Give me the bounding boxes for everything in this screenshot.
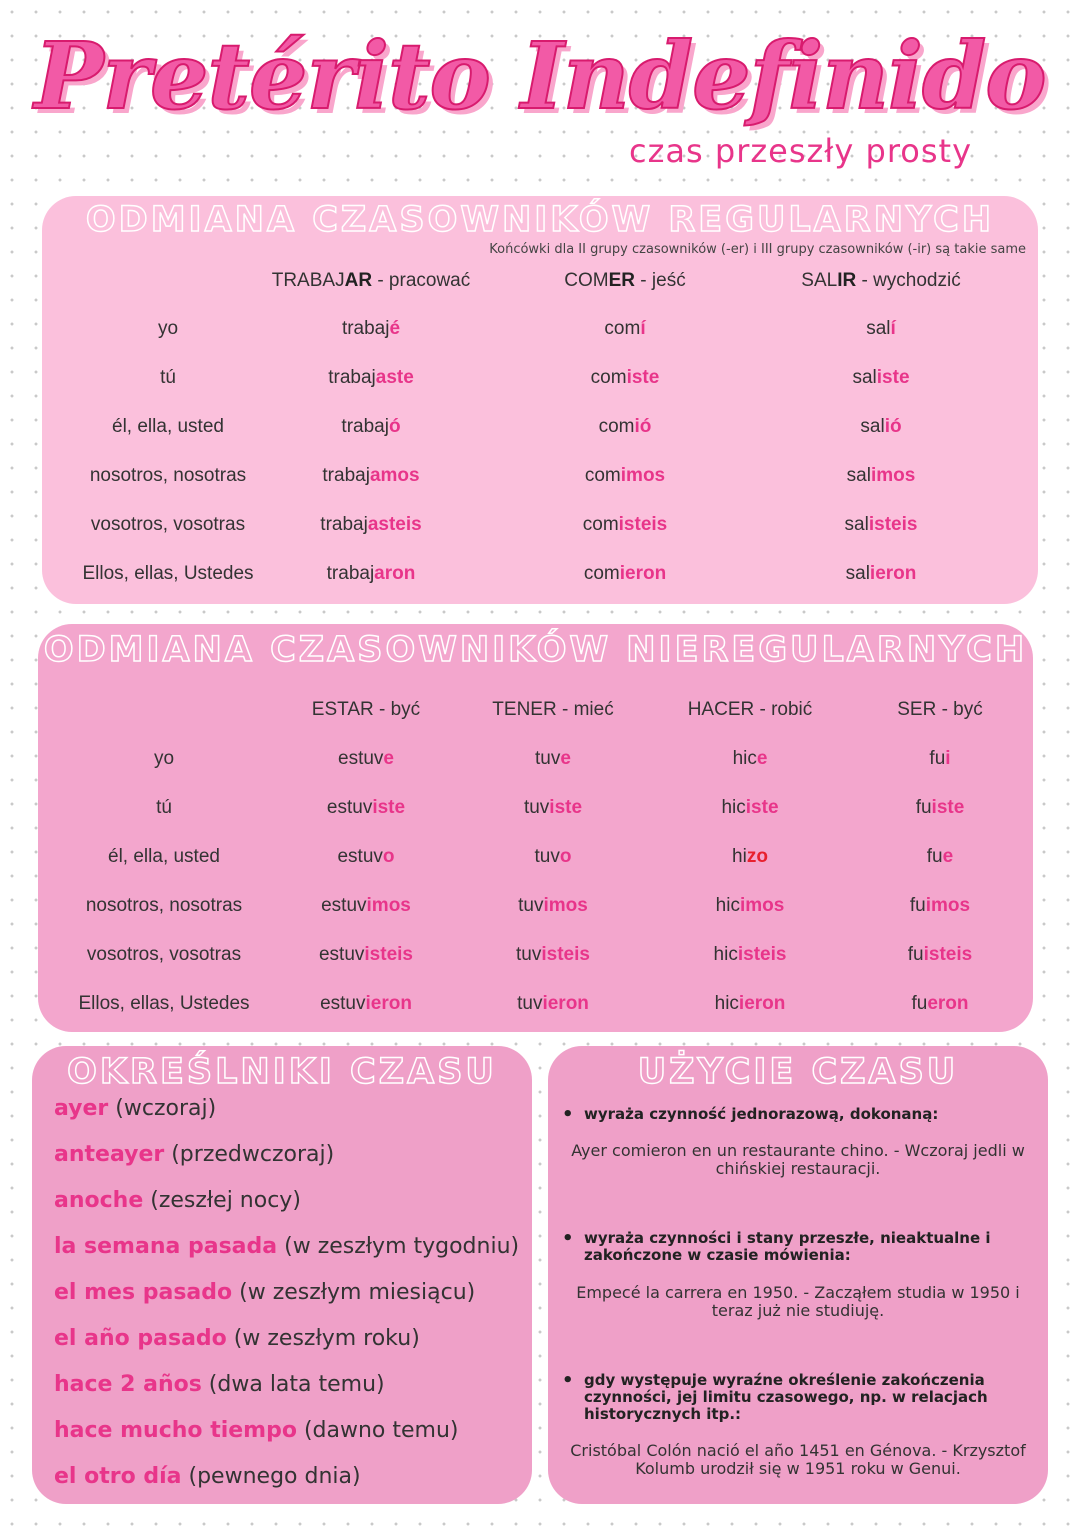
- adverb-translation: (w zeszłym tygodniu): [277, 1234, 520, 1259]
- verb-stem: SAL: [801, 270, 838, 291]
- pronoun-label: nosotros, nosotras: [85, 895, 243, 916]
- form-ending: iste: [931, 797, 965, 818]
- regular-verbs-panel: [42, 196, 1038, 604]
- adverb-spanish: anoche: [54, 1188, 144, 1213]
- conjugated-form: [781, 416, 981, 438]
- form-ending: imos: [543, 895, 588, 916]
- usage-rule: [562, 1230, 1032, 1264]
- irregular-verb-header: HACER - robić: [687, 699, 813, 720]
- form-stem: trabaj: [328, 367, 376, 388]
- form-ending: imos: [870, 465, 916, 486]
- form-ending: í: [890, 318, 896, 339]
- adverb-translation: (w zeszłym roku): [226, 1326, 420, 1351]
- verb-stem: TRABAJ: [271, 270, 345, 291]
- form-ending: ó: [388, 416, 401, 437]
- page-subtitle: czas przeszły prosty: [629, 132, 972, 170]
- conjugated-form: [276, 748, 456, 770]
- conjugated-form: [271, 416, 471, 438]
- pronoun-label: él, ella, usted: [112, 416, 224, 437]
- form-ending: o: [382, 846, 395, 867]
- form-ending: e: [383, 748, 394, 769]
- verb-ending: ER: [608, 270, 636, 291]
- form-ending: imos: [620, 465, 666, 486]
- conjugated-form: [525, 465, 725, 487]
- conjugated-form: [463, 846, 643, 868]
- adverb-translation: (przedwczoraj): [164, 1142, 335, 1167]
- conjugated-form: [525, 514, 725, 536]
- page-title: Pretérito Indefinido: [34, 22, 1046, 130]
- conjugated-form: [781, 367, 981, 389]
- adverb-spanish: el año pasado: [54, 1326, 227, 1351]
- irregular-verb-header: ESTAR - być: [311, 699, 421, 720]
- form-stem: com: [598, 416, 635, 437]
- form-ending: imos: [366, 895, 411, 916]
- adverb-spanish: hace mucho tiempo: [54, 1418, 297, 1443]
- form-stem: fu: [929, 748, 946, 769]
- tense-usage-panel: [548, 1046, 1048, 1504]
- pronoun-label: Ellos, ellas, Ustedes: [82, 563, 254, 584]
- conjugated-form: [271, 563, 471, 585]
- conjugated-form: [463, 748, 643, 770]
- bullet-icon: •: [562, 1370, 574, 1391]
- pronoun-label: vosotros, vosotras: [86, 944, 242, 965]
- conjugated-form: [463, 895, 643, 917]
- conjugated-form: [850, 846, 1030, 868]
- form-stem: sal: [845, 563, 870, 584]
- adverb-spanish: el otro día: [54, 1464, 182, 1489]
- time-adverb-item: [54, 1280, 475, 1305]
- form-stem: trabaj: [341, 416, 389, 437]
- adverb-translation: (zeszłej nocy): [143, 1188, 301, 1213]
- conjugated-form: [781, 318, 981, 340]
- form-stem: tuv: [516, 944, 542, 965]
- conjugated-form: [850, 944, 1030, 966]
- form-ending: aron: [374, 563, 416, 584]
- pronoun-label: nosotros, nosotras: [89, 465, 247, 486]
- verb-stem: COM: [564, 270, 609, 291]
- time-adverb-item: [54, 1326, 420, 1351]
- form-stem: tuv: [523, 797, 550, 818]
- form-stem: com: [590, 367, 627, 388]
- form-stem: com: [583, 563, 620, 584]
- form-stem: hic: [714, 993, 739, 1014]
- conjugated-form: [463, 797, 643, 819]
- form-ending: ieron: [365, 993, 412, 1014]
- conjugated-form: [660, 895, 840, 917]
- regular-heading: ODMIANA CZASOWNIKÓW REGULARNYCH: [85, 200, 995, 240]
- form-stem: trabaj: [322, 465, 370, 486]
- verb-ending: IR: [837, 270, 857, 291]
- time-adverb-item: [54, 1464, 361, 1489]
- conjugated-form: [525, 563, 725, 585]
- usage-rule: [562, 1372, 1032, 1423]
- pronoun-label: tú: [160, 367, 176, 388]
- form-ending: i: [945, 748, 951, 769]
- form-stem: sal: [852, 367, 877, 388]
- form-stem: sal: [846, 465, 871, 486]
- form-ending: isteis: [364, 944, 413, 965]
- conjugated-form: [660, 993, 840, 1015]
- form-stem: hic: [715, 895, 740, 916]
- conjugated-form: [276, 944, 456, 966]
- form-stem: hic: [721, 797, 746, 818]
- form-ending: eron: [927, 993, 969, 1014]
- form-stem: fu: [926, 846, 943, 867]
- irregular-verb-header: SER - być: [897, 699, 983, 720]
- usage-rule-text: wyraża czynność jednorazową, dokonaną:: [584, 1105, 939, 1123]
- form-stem: estuv: [320, 993, 366, 1014]
- form-ending: iste: [626, 367, 660, 388]
- regular-verb-header: [251, 270, 491, 292]
- form-ending: asteis: [367, 514, 422, 535]
- adverbs-heading: OKREŚLNIKI CZASU: [67, 1052, 497, 1092]
- pronoun-label: Ellos, ellas, Ustedes: [78, 993, 250, 1014]
- form-ending: amos: [369, 465, 420, 486]
- form-stem: fu: [909, 895, 926, 916]
- form-ending: isteis: [868, 514, 918, 535]
- conjugated-form: [271, 367, 471, 389]
- form-stem: sal: [844, 514, 869, 535]
- conjugated-form: [850, 748, 1030, 770]
- adverb-translation: (wczoraj): [108, 1096, 217, 1121]
- conjugated-form: [525, 367, 725, 389]
- conjugated-form: [660, 748, 840, 770]
- form-ending: e: [942, 846, 954, 867]
- conjugated-form: [781, 465, 981, 487]
- pronoun-label: tú: [156, 797, 172, 818]
- irregular-heading: ODMIANA CZASOWNIKÓW NIEREGULARNYCH: [43, 630, 1028, 670]
- form-stem: estuv: [337, 846, 383, 867]
- conjugated-form: [271, 318, 471, 340]
- regular-note: Końcówki dla II grupy czasowników (-er) i III grupy czasowników (-ir) są takie same: [489, 242, 1026, 257]
- form-ending: ieron: [869, 563, 917, 584]
- form-stem: tuv: [517, 993, 543, 1014]
- conjugated-form: [660, 846, 840, 868]
- usage-rule-text: gdy występuje wyraźne określenie zakończenia czynności, jej limitu czasowego, np. w relacjach historycznych itp.:: [584, 1371, 988, 1423]
- conjugated-form: [276, 895, 456, 917]
- pronoun-label: yo: [153, 748, 175, 769]
- time-adverb-item: [54, 1188, 301, 1213]
- form-ending: isteis: [737, 944, 787, 965]
- pronoun-label: él, ella, usted: [108, 846, 220, 867]
- time-adverb-item: [54, 1418, 459, 1443]
- form-ending: imos: [925, 895, 971, 916]
- form-ending: í: [640, 318, 646, 339]
- pronoun-label: vosotros, vosotras: [90, 514, 246, 535]
- form-ending: iste: [876, 367, 910, 388]
- form-ending: isteis: [618, 514, 668, 535]
- form-ending: iste: [745, 797, 779, 818]
- form-stem: com: [582, 514, 619, 535]
- form-stem: estuv: [318, 944, 365, 965]
- form-stem: tuv: [535, 748, 561, 769]
- adverb-translation: (pewnego dnia): [181, 1464, 361, 1489]
- form-ending: e: [756, 748, 768, 769]
- conjugated-form: [276, 993, 456, 1015]
- usage-heading: UŻYCIE CZASU: [637, 1052, 959, 1092]
- bullet-icon: •: [562, 1104, 574, 1125]
- conjugated-form: [660, 944, 840, 966]
- pronoun-label: yo: [157, 318, 179, 339]
- verb-translation: - wychodzić: [856, 270, 961, 291]
- form-stem: hic: [713, 944, 738, 965]
- form-ending: e: [560, 748, 571, 769]
- form-ending: imos: [739, 895, 785, 916]
- form-stem: fu: [907, 944, 924, 965]
- verb-ending: AR: [344, 270, 373, 291]
- form-stem: estuv: [326, 797, 373, 818]
- adverb-translation: (w zeszłym miesiącu): [232, 1280, 476, 1305]
- form-stem: fu: [911, 993, 928, 1014]
- form-ending: isteis: [923, 944, 973, 965]
- adverb-spanish: la semana pasada: [54, 1234, 278, 1259]
- form-stem: hi: [732, 846, 747, 867]
- conjugated-form: [850, 993, 1030, 1015]
- form-stem: com: [604, 318, 641, 339]
- time-adverb-item: [54, 1372, 385, 1397]
- usage-rule-text: wyraża czynności i stany przeszłe, nieaktualne i zakończone w czasie mówienia:: [584, 1229, 991, 1264]
- usage-example: Ayer comieron en un restaurante chino. - Wczoraj jedli w chińskiej restauracji.: [571, 1141, 1025, 1178]
- verb-translation: - jeść: [635, 270, 686, 291]
- time-adverb-item: [54, 1142, 334, 1167]
- time-adverb-item: [54, 1096, 216, 1121]
- form-ending: isteis: [541, 944, 590, 965]
- irregular-verbs-panel: [38, 624, 1033, 1032]
- conjugated-form: [781, 563, 981, 585]
- conjugated-form: [276, 797, 456, 819]
- adverb-spanish: anteayer: [54, 1142, 165, 1167]
- adverb-spanish: ayer: [54, 1096, 109, 1121]
- usage-example: Empecé la carrera en 1950. - Zacząłem studia w 1950 i teraz już nie studiuję.: [576, 1283, 1020, 1320]
- form-stem: tuv: [534, 846, 560, 867]
- regular-verb-header: [505, 270, 745, 292]
- form-ending: ieron: [738, 993, 786, 1014]
- time-adverbs-panel: [32, 1046, 532, 1504]
- form-stem: com: [584, 465, 621, 486]
- usage-rule: [562, 1106, 1032, 1123]
- conjugated-form: [525, 416, 725, 438]
- form-ending: zo: [746, 846, 768, 867]
- adverb-spanish: el mes pasado: [54, 1280, 233, 1305]
- conjugated-form: [271, 465, 471, 487]
- conjugated-form: [271, 514, 471, 536]
- form-ending: ieron: [542, 993, 589, 1014]
- form-stem: fu: [915, 797, 932, 818]
- conjugated-form: [781, 514, 981, 536]
- form-stem: sal: [866, 318, 891, 339]
- regular-verb-header: [761, 270, 1001, 292]
- form-stem: trabaj: [341, 318, 390, 339]
- adverb-spanish: hace 2 años: [54, 1372, 202, 1397]
- form-ending: ió: [634, 416, 652, 437]
- form-ending: o: [559, 846, 572, 867]
- form-stem: hic: [732, 748, 757, 769]
- verb-translation: - pracować: [372, 270, 471, 291]
- conjugated-form: [525, 318, 725, 340]
- form-stem: tuv: [518, 895, 544, 916]
- form-stem: trabaj: [326, 563, 375, 584]
- time-adverb-item: [54, 1234, 519, 1259]
- form-ending: aste: [375, 367, 414, 388]
- form-ending: ió: [884, 416, 902, 437]
- form-stem: estuv: [321, 895, 367, 916]
- adverb-translation: (dwa lata temu): [201, 1372, 385, 1397]
- form-ending: iste: [372, 797, 406, 818]
- irregular-verb-header: TENER - mieć: [492, 699, 614, 720]
- form-ending: iste: [549, 797, 583, 818]
- form-ending: é: [389, 318, 401, 339]
- form-stem: trabaj: [320, 514, 368, 535]
- conjugated-form: [276, 846, 456, 868]
- conjugated-form: [463, 944, 643, 966]
- usage-example: Cristóbal Colón nació el año 1451 en Génova. - Krzysztof Kolumb urodził się w 1951 roku w Genui.: [570, 1441, 1026, 1478]
- bullet-icon: •: [562, 1228, 574, 1249]
- form-stem: sal: [860, 416, 885, 437]
- conjugated-form: [463, 993, 643, 1015]
- adverb-translation: (dawno temu): [296, 1418, 459, 1443]
- conjugated-form: [850, 797, 1030, 819]
- form-ending: ieron: [619, 563, 667, 584]
- form-stem: estuv: [338, 748, 384, 769]
- conjugated-form: [850, 895, 1030, 917]
- conjugated-form: [660, 797, 840, 819]
